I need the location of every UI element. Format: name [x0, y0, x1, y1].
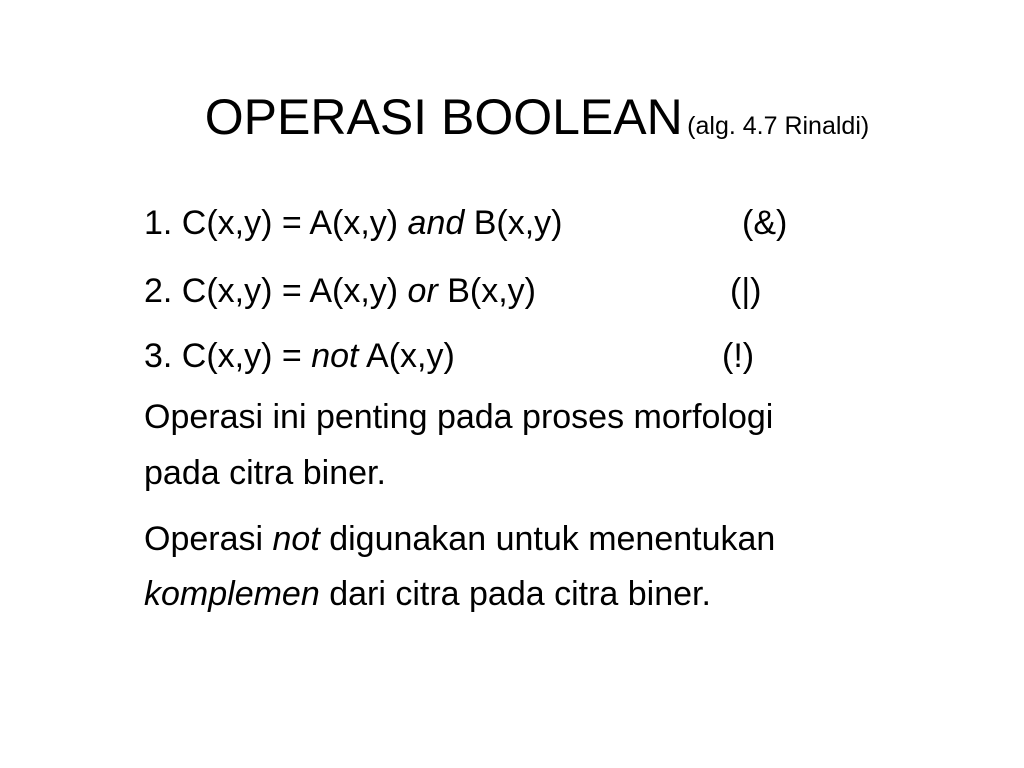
formula-not-symbol: (!) [722, 337, 755, 375]
paragraph2-komplemen: komplemen [144, 575, 320, 613]
formula-and-operator: and [407, 204, 465, 242]
paragraph2-line1-a: Operasi [144, 520, 273, 558]
formula-and-prefix: 1. C(x,y) = A(x,y) [144, 204, 408, 242]
formula-not-prefix: 3. C(x,y) = [144, 337, 312, 375]
formula-or-symbol: (|) [730, 272, 762, 310]
formula-or [144, 274, 536, 308]
paragraph2-line2 [144, 577, 711, 611]
title-main: OPERASI BOOLEAN [204, 89, 683, 145]
formula-and-operand: B(x,y) [464, 204, 563, 242]
formula-or-prefix: 2. C(x,y) = A(x,y) [144, 272, 408, 310]
paragraph1-line1: Operasi ini penting pada proses morfologi [144, 398, 774, 436]
paragraph2-line1 [144, 522, 775, 556]
paragraph2-line2-b: dari citra pada citra biner. [319, 575, 711, 613]
formula-or-operator: or [407, 272, 438, 310]
slide-title [0, 89, 1024, 145]
formula-and-symbol: (&) [742, 204, 788, 242]
formula-not-operand: A(x,y) [358, 337, 455, 375]
paragraph1-line2: pada citra biner. [144, 454, 386, 492]
paragraph2-not: not [272, 520, 320, 558]
formula-not [144, 339, 455, 373]
paragraph2-line1-c: digunakan untuk menentukan [319, 520, 776, 558]
formula-and [144, 206, 563, 240]
formula-or-operand: B(x,y) [437, 272, 536, 310]
formula-not-operator: not [311, 337, 359, 375]
title-note: (alg. 4.7 Rinaldi) [687, 112, 870, 140]
